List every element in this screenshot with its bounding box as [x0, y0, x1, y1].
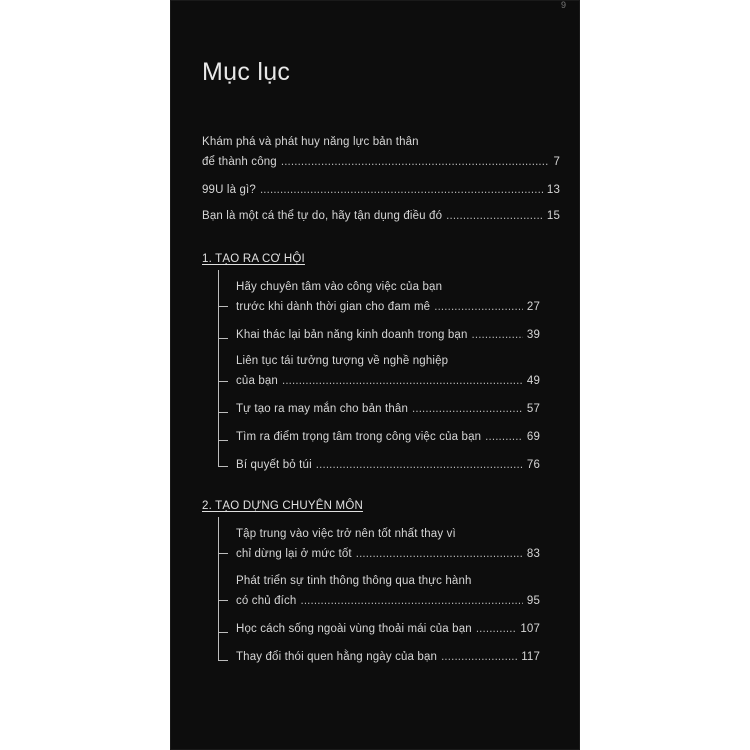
- page-number: 76: [526, 459, 540, 471]
- leader-dots: [476, 619, 517, 639]
- section-heading-2[interactable]: 2. TẠO DỰNG CHUYÊN MÔN: [202, 500, 363, 512]
- page-number: 117: [521, 651, 540, 663]
- entry-line: Tìm ra điểm trọng tâm trong công việc của bạn: [236, 431, 482, 443]
- tree-branch: [218, 381, 228, 382]
- entry-line: để thành công: [202, 156, 277, 168]
- entry-line: Tự tạo ra may mắn cho bản thân: [236, 403, 409, 415]
- leader-dots: [316, 455, 523, 475]
- toc-entry-s1-2[interactable]: [236, 325, 540, 345]
- page-corner-mark: 9: [560, 0, 566, 10]
- entry-line: Khám phá và phát huy năng lực bản thân: [202, 136, 419, 148]
- page-number: 7: [553, 156, 560, 168]
- entry-line: Thay đổi thói quen hằng ngày của bạn: [236, 651, 438, 663]
- toc-entry-s1-4[interactable]: [236, 399, 540, 419]
- leader-dots: [485, 427, 523, 447]
- toc-entry-s1-3[interactable]: [236, 351, 540, 391]
- section-heading-1[interactable]: 1. TẠO RA CƠ HỘI: [202, 253, 305, 265]
- page-number: 15: [546, 210, 560, 222]
- leader-dots: [412, 399, 523, 419]
- entry-line: Khai thác lại bản năng kinh doanh trong bạn: [236, 329, 468, 341]
- page-number: 27: [526, 301, 540, 313]
- entry-line: Hãy chuyên tâm vào công việc của bạn: [236, 281, 443, 293]
- entry-line: Bí quyết bỏ túi: [236, 459, 312, 471]
- entry-line: 99U là gì?: [202, 184, 256, 196]
- entry-line: có chủ đích: [236, 595, 297, 607]
- tree-branch: [218, 338, 228, 339]
- tree-branch: [218, 632, 228, 633]
- page-number: 95: [526, 595, 540, 607]
- entry-line: Liên tục tái tưởng tượng về nghề nghiệp: [236, 355, 449, 367]
- toc-entry-s1-5[interactable]: [236, 427, 540, 447]
- entry-line: Học cách sống ngoài vùng thoải mái của bạn: [236, 623, 472, 635]
- leader-dots: [356, 544, 523, 564]
- tree-branch: [218, 553, 228, 554]
- book-page: [170, 0, 580, 750]
- tree-line: [218, 517, 219, 660]
- entry-line: của bạn: [236, 375, 278, 387]
- tree-branch: [218, 660, 228, 661]
- tree-branch: [218, 306, 228, 307]
- leader-dots: [434, 297, 523, 317]
- entry-line: chỉ dừng lại ở mức tốt: [236, 548, 352, 560]
- page-number: 83: [526, 548, 540, 560]
- tree-branch: [218, 600, 228, 601]
- leader-dots: [282, 371, 523, 391]
- entry-line: Bạn là một cá thể tự do, hãy tận dụng điều đó: [202, 210, 443, 222]
- leader-dots: [446, 206, 543, 226]
- toc-entry-intro-2[interactable]: [202, 180, 560, 200]
- leader-dots: [281, 152, 550, 172]
- page-number: 57: [526, 403, 540, 415]
- leader-dots: [260, 180, 543, 200]
- toc-entry-s2-3[interactable]: [236, 619, 540, 639]
- tree-branch: [218, 412, 228, 413]
- toc-entry-intro-3[interactable]: [202, 206, 560, 226]
- page-title: Mục lục: [202, 58, 291, 86]
- leader-dots: [300, 591, 522, 611]
- page-number: 13: [546, 184, 560, 196]
- page-number: 39: [526, 329, 540, 341]
- toc-entry-s2-4[interactable]: [236, 647, 540, 667]
- entry-line: trước khi dành thời gian cho đam mê: [236, 301, 431, 313]
- page-number: 107: [520, 623, 540, 635]
- toc-entry-s2-1[interactable]: [236, 524, 540, 564]
- entry-line: Tập trung vào việc trở nên tốt nhất thay vì: [236, 528, 456, 540]
- toc-entry-intro-1[interactable]: [202, 132, 560, 172]
- tree-line: [218, 270, 219, 466]
- leader-dots: [472, 325, 523, 345]
- toc-entry-s1-1[interactable]: [236, 277, 540, 317]
- tree-branch: [218, 466, 228, 467]
- tree-branch: [218, 440, 228, 441]
- leader-dots: [441, 647, 517, 667]
- toc-entry-s1-6[interactable]: [236, 455, 540, 475]
- entry-line: Phát triển sự tinh thông thông qua thực hành: [236, 575, 472, 587]
- page-number: 69: [526, 431, 540, 443]
- page-number: 49: [526, 375, 540, 387]
- toc-entry-s2-2[interactable]: [236, 571, 540, 611]
